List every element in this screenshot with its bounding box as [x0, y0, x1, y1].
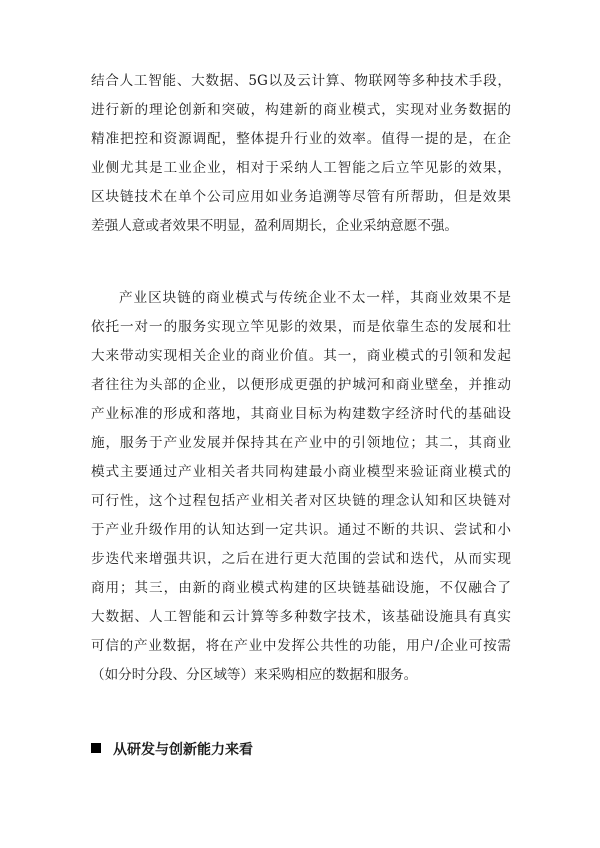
black-square-icon [91, 743, 101, 753]
paragraph-line: 商用；其三，由新的商业模式构建的区块链基础设施，不仅融合了 [91, 580, 511, 596]
paragraph-2 [91, 284, 511, 690]
section-heading [91, 736, 253, 765]
paragraph-line: 可信的产业数据，将在产业中发挥公共性的功能，用户/企业可按需 [91, 638, 511, 654]
paragraph-line: 大数据、人工智能和云计算等多种数字技术，该基础设施具有真实 [91, 609, 511, 625]
paragraph-line: 精准把控和资源调配，整体提升行业的效率。值得一提的是，在企 [91, 131, 511, 147]
paragraph-line: 进行新的理论创新和突破，构建新的商业模式，实现对业务数据的 [91, 102, 511, 118]
paragraph-line: 业侧尤其是工业企业，相对于采纳人工智能之后立竿见影的效果， [91, 160, 511, 176]
paragraph-line: 依托一对一的服务实现立竿见影的效果，而是依靠生态的发展和壮 [91, 319, 511, 335]
section-heading-text: 从研发与创新能力来看 [113, 742, 253, 758]
paragraph-line: （如分时分段、分区域等）来采购相应的数据和服务。 [91, 667, 418, 683]
paragraph-line: 可行性，这个过程包括产业相关者对区块链的理念认知和区块链对 [91, 493, 511, 509]
paragraph-line: 结合人工智能、大数据、5G以及云计算、物联网等多种技术手段， [91, 73, 511, 89]
paragraph-line: 步迭代来增强共识，之后在进行更大范围的尝试和迭代，从而实现 [91, 551, 511, 567]
paragraph-1 [91, 67, 511, 241]
paragraph-line: 产业标准的形成和落地，其商业目标为构建数字经济时代的基础设 [91, 406, 511, 422]
paragraph-line: 于产业升级作用的认知达到一定共识。通过不断的共识、尝试和小 [91, 522, 511, 538]
paragraph-line: 区块链技术在单个公司应用如业务追溯等尽管有所帮助，但是效果 [91, 189, 511, 205]
paragraph-line: 产业区块链的商业模式与传统企业不太一样，其商业效果不是 [119, 290, 511, 306]
paragraph-line: 施，服务于产业发展并保持其在产业中的引领地位；其二，其商业 [91, 435, 511, 451]
paragraph-line: 大来带动实现相关企业的商业价值。其一，商业模式的引领和发起 [91, 348, 511, 364]
paragraph-line: 者往往为头部的企业，以便形成更强的护城河和商业壁垒，并推动 [91, 377, 511, 393]
paragraph-line: 模式主要通过产业相关者共同构建最小商业模型来验证商业模式的 [91, 464, 511, 480]
paragraph-line: 差强人意或者效果不明显，盈利周期长，企业采纳意愿不强。 [91, 218, 459, 234]
